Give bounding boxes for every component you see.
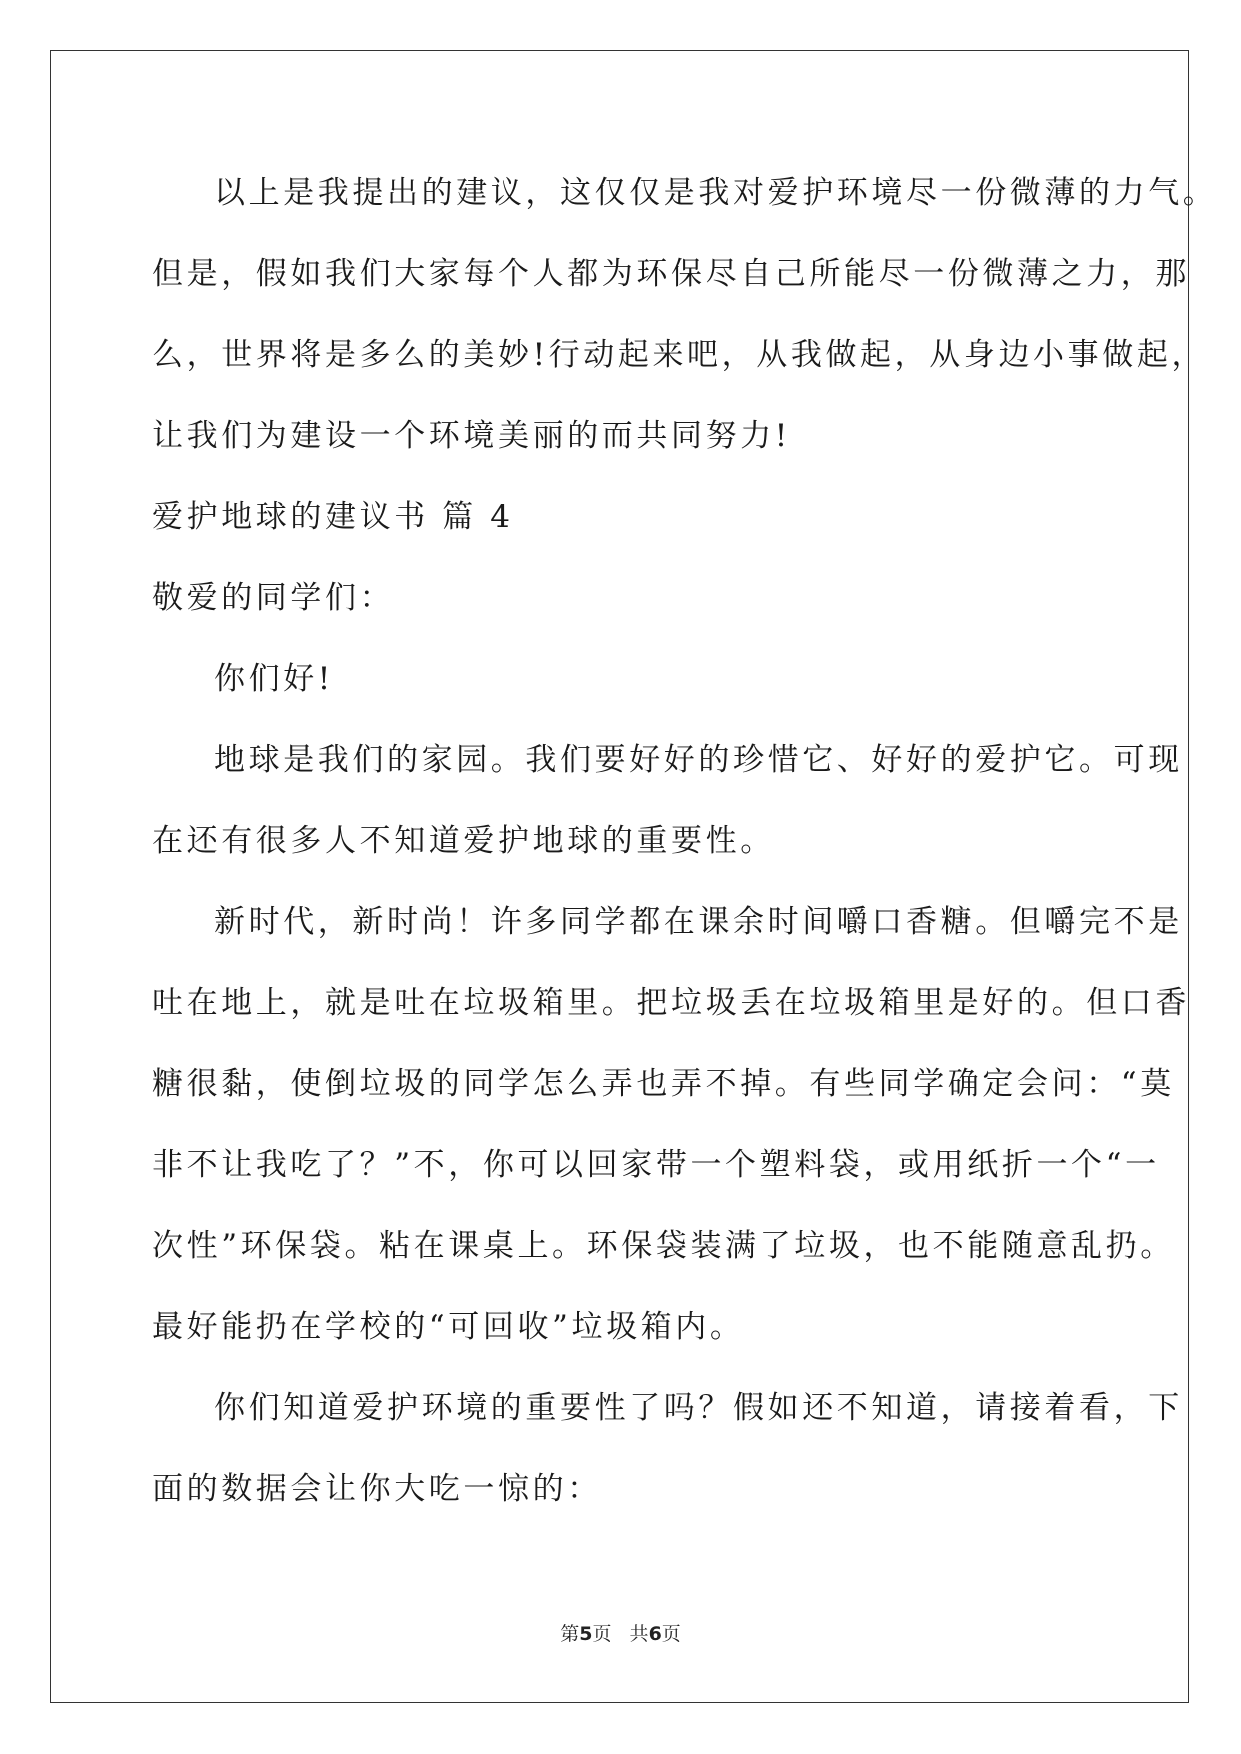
paragraph-line: 次性”环保袋。粘在课桌上。环保袋装满了垃圾，也不能随意乱扔。 [152,1228,1175,1264]
page-suffix: 页 [661,1623,681,1645]
paragraph-line: 但是，假如我们大家每个人都为环保尽自己所能尽一份微薄之力，那 [152,256,1190,292]
paragraph-line: 吐在地上，就是吐在垃圾箱里。把垃圾丢在垃圾箱里是好的。但口香 [152,985,1190,1021]
paragraph-line: 以上是我提出的建议，这仅仅是我对爱护环境尽一份微薄的力气。 [214,175,1218,211]
paragraph-line: 让我们为建设一个环境美丽的而共同努力! [152,418,791,454]
total-page-number: 6 [648,1623,662,1645]
paragraph-line: 非不让我吃了？”不，你可以回家带一个塑料袋，或用纸折一个“一 [152,1147,1160,1183]
paragraph-line: 面的数据会让你大吃一惊的： [152,1471,602,1507]
page-mid-text: 页 共 [592,1623,649,1645]
greeting: 你们好! [214,661,334,697]
page-number-footer [0,1622,1241,1646]
paragraph-line: 么，世界将是多么的美妙!行动起来吧，从我做起，从身边小事做起， [152,337,1207,373]
paragraph-line: 地球是我们的家园。我们要好好的珍惜它、好好的爱护它。可现 [214,742,1183,778]
paragraph-line: 糖很黏，使倒垃圾的同学怎么弄也弄不掉。有些同学确定会问：“莫 [152,1066,1175,1102]
page-prefix: 第 [560,1623,580,1645]
current-page-number: 5 [579,1623,593,1645]
salutation: 敬爱的同学们： [152,580,395,616]
paragraph-line: 新时代，新时尚！许多同学都在课余时间嚼口香糖。但嚼完不是 [214,904,1183,940]
paragraph-line: 最好能扔在学校的“可回收”垃圾箱内。 [152,1309,745,1345]
paragraph-line: 你们知道爱护环境的重要性了吗？假如还不知道，请接着看，下 [214,1390,1183,1426]
page-border [50,50,1189,1703]
paragraph-line: 在还有很多人不知道爱护地球的重要性。 [152,823,775,859]
section-heading: 爱护地球的建议书 篇 4 [152,499,514,535]
